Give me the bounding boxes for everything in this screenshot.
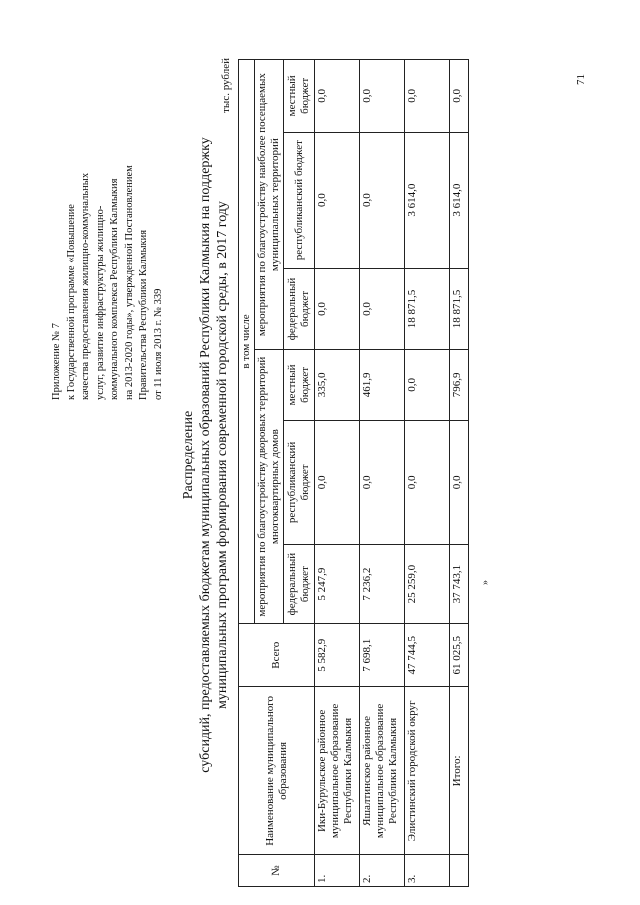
header-group-public-areas: мероприятия по благоустройству наиболее посещаемых муниципальных территорий <box>255 60 284 350</box>
row-value: 25 259,0 <box>405 545 450 624</box>
total-value: 3 614,0 <box>450 132 469 268</box>
appendix-line: услуг, развитие инфраструктуры жилищно- <box>94 205 106 400</box>
units-label: тыс. рублей <box>220 58 232 113</box>
header-republic: республиканский бюджет <box>284 420 315 545</box>
appendix-line: от 11 июля 2013 г. № 339 <box>152 288 164 400</box>
page-number: 71 <box>575 74 587 85</box>
header-local: местный бюджет <box>284 350 315 420</box>
appendix-line: Приложение № 7 <box>51 323 62 400</box>
total-sum: 61 025,5 <box>450 624 469 687</box>
row-value: 0,0 <box>360 60 405 133</box>
title-line: субсидий, предоставляемых бюджетам муниципальных образований Республики Калмыкия на поддержку <box>198 137 213 773</box>
header-total: Всего <box>239 624 315 687</box>
title-line: муниципальных программ формирования современной городской среды, в 2017 году <box>215 201 230 709</box>
total-value: 37 743,1 <box>450 545 469 624</box>
row-value: 3 614,0 <box>405 132 450 268</box>
row-num: 1. <box>315 855 360 887</box>
appendix-line: коммунального комплекса Республики Калмыкия <box>109 178 120 400</box>
header-group-courtyards: мероприятия по благоустройству дворовых территорий многоквартирных домов <box>255 350 284 624</box>
row-value: 5 247,9 <box>315 545 360 624</box>
appendix-header <box>50 40 166 400</box>
appendix-line: Правительства Республики Калмыкия <box>138 229 149 400</box>
row-name: Яшалтинское районное муниципальное образование Республики Калмыкия <box>360 687 405 855</box>
closing-quote: » <box>480 580 491 585</box>
row-name: Элистинский городской округ <box>405 687 450 855</box>
appendix-line: качества предоставления жилищно-коммунальных <box>80 172 91 400</box>
row-num: 3. <box>405 855 450 887</box>
header-republic: республиканский бюджет <box>284 132 315 268</box>
row-value: 0,0 <box>405 350 450 420</box>
total-value: 0,0 <box>450 420 469 545</box>
row-value: 0,0 <box>315 132 360 268</box>
total-label: Итого: <box>450 687 469 855</box>
table-row <box>315 60 360 887</box>
header-name: Наименование муниципального образования <box>239 687 315 855</box>
row-value: 7 236,2 <box>360 545 405 624</box>
row-total: 5 582,9 <box>315 624 360 687</box>
row-value: 0,0 <box>360 420 405 545</box>
row-num: 2. <box>360 855 405 887</box>
row-value: 0,0 <box>315 60 360 133</box>
row-value: 0,0 <box>405 420 450 545</box>
document-title <box>180 65 231 845</box>
appendix-line: к Государственной программе «Повышение <box>65 204 77 400</box>
total-value: 18 871,5 <box>450 268 469 350</box>
subsidy-table <box>238 59 469 887</box>
header-federal: федеральный бюджет <box>284 268 315 350</box>
header-num: № <box>239 855 315 887</box>
total-row <box>450 60 469 887</box>
table-row <box>360 60 405 887</box>
table-row <box>405 60 450 887</box>
row-value: 335,0 <box>315 350 360 420</box>
total-value: 796,9 <box>450 350 469 420</box>
total-num-cell <box>450 855 469 887</box>
row-total: 7 698,1 <box>360 624 405 687</box>
header-federal: федеральный бюджет <box>284 545 315 624</box>
row-value: 0,0 <box>315 268 360 350</box>
row-value: 461,9 <box>360 350 405 420</box>
title-line: Распределение <box>181 410 196 500</box>
total-value: 0,0 <box>450 60 469 133</box>
appendix-line: на 2013-2020 годы», утвержденной Постановлением <box>123 165 135 400</box>
header-including: в том числе <box>239 60 255 624</box>
header-local: местный бюджет <box>284 60 315 133</box>
row-total: 47 744,5 <box>405 624 450 687</box>
row-value: 0,0 <box>315 420 360 545</box>
row-name: Ики-Бурульское районное муниципальное образование Республики Калмыкия <box>315 687 360 855</box>
row-value: 0,0 <box>405 60 450 133</box>
row-value: 0,0 <box>360 132 405 268</box>
row-value: 0,0 <box>360 268 405 350</box>
row-value: 18 871,5 <box>405 268 450 350</box>
